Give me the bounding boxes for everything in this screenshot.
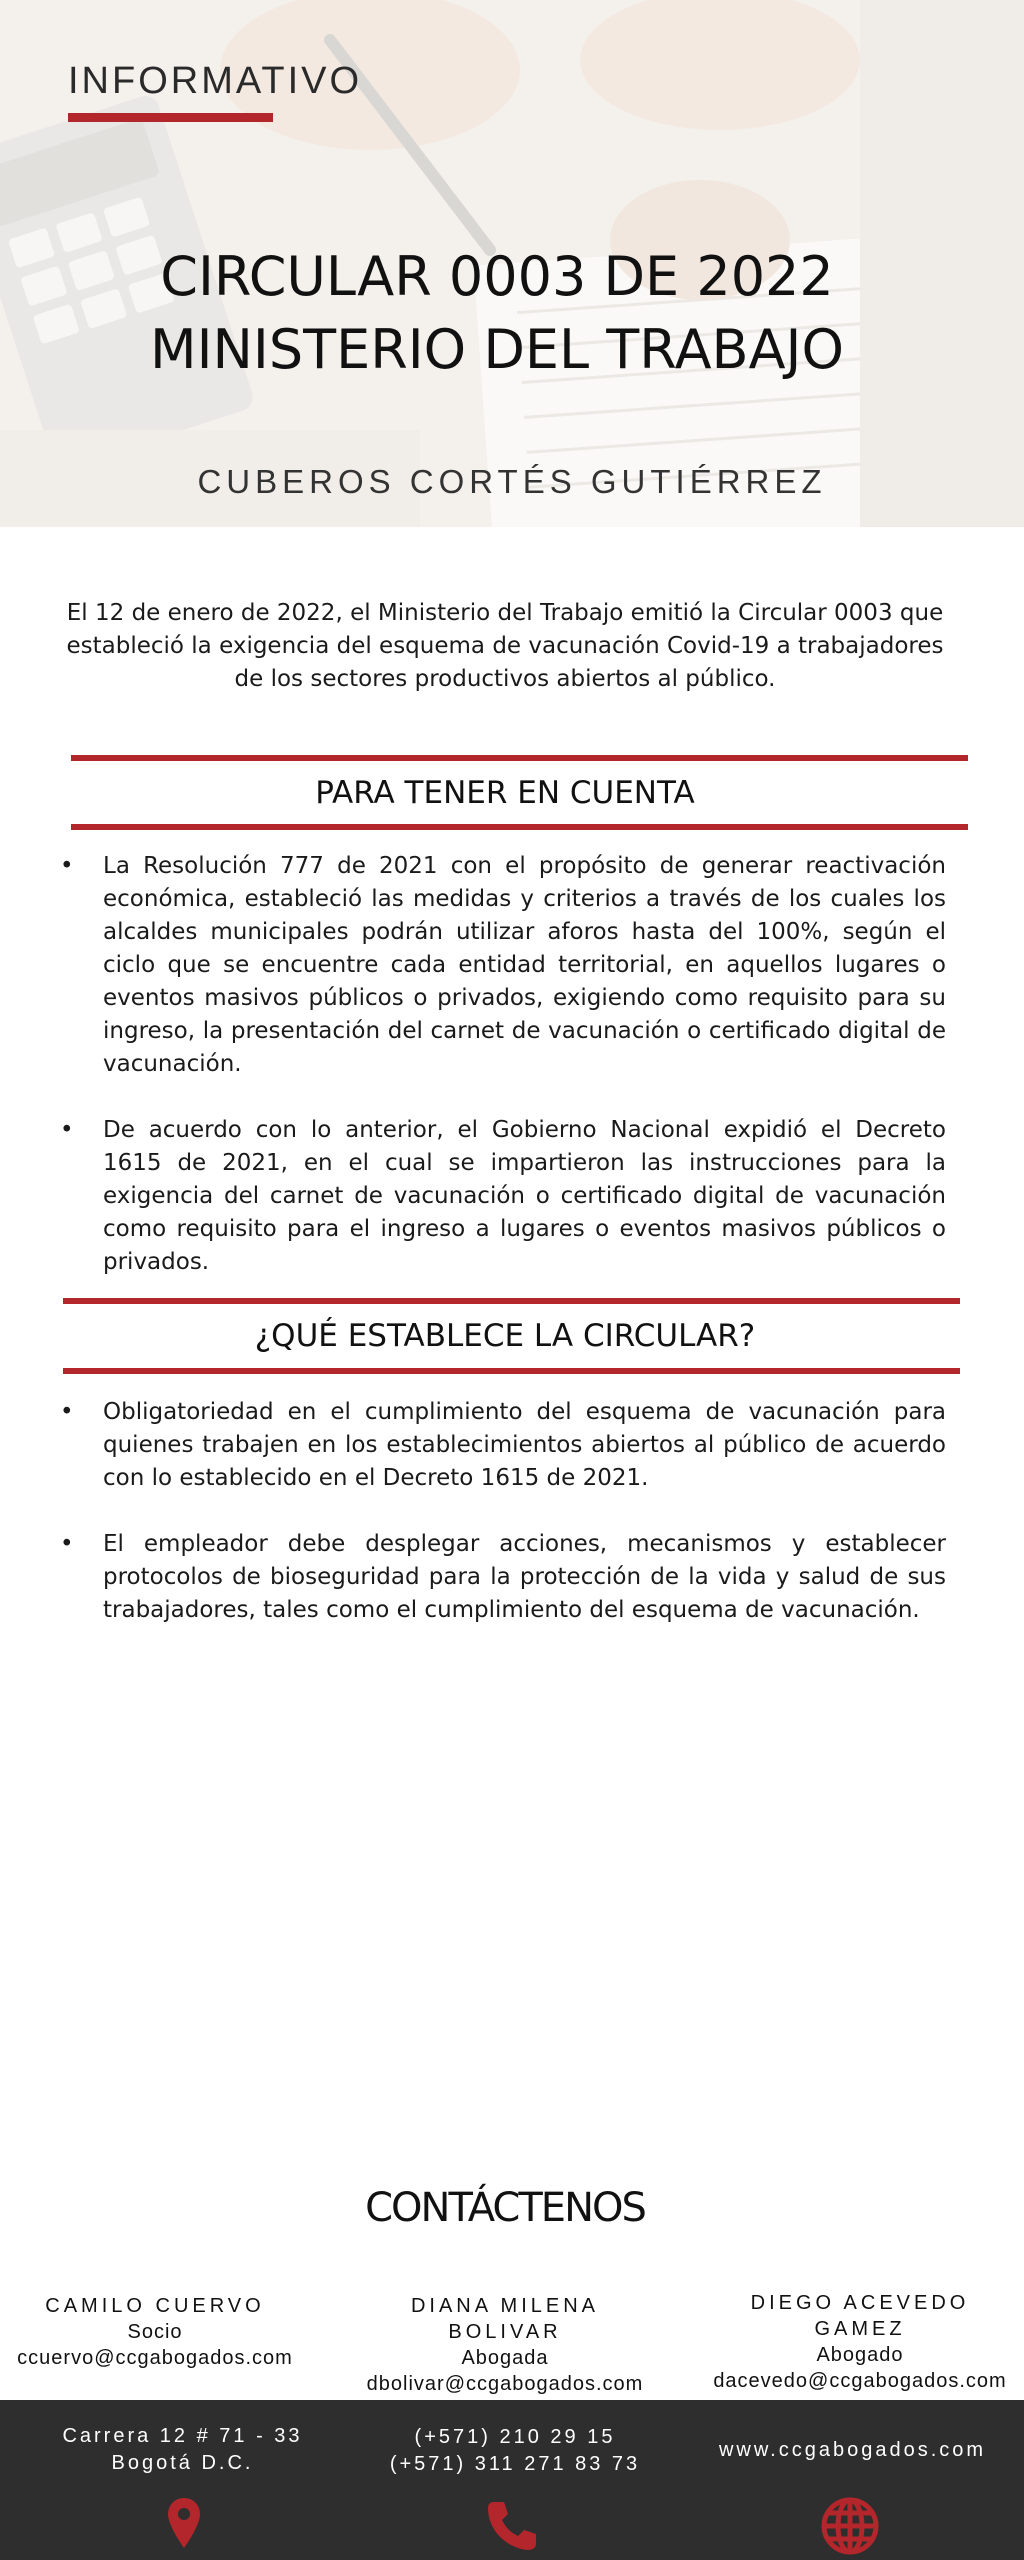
list-item (60, 850, 946, 1081)
footer-website-link[interactable]: www.ccgabogados.com (718, 2439, 987, 2461)
phone-number-2[interactable]: (+571) 311 271 83 73 (389, 2453, 641, 2475)
footer-address (30, 2423, 335, 2477)
section2-bottom-rule (63, 1368, 960, 1374)
section1-bottom-rule (71, 824, 968, 830)
address-line-2: Bogotá D.C. (111, 2452, 254, 2474)
section2-bullet-list (60, 1396, 946, 1660)
list-item (60, 1396, 946, 1495)
kicker-underline (68, 113, 273, 122)
contact-card-camilo-cuervo (0, 2293, 310, 2371)
bullet-glyph: • (60, 1531, 74, 1557)
list-item (60, 1114, 946, 1279)
contact-role: Socio (127, 2321, 183, 2343)
contact-name-line-2: BOLIVAR (448, 2321, 562, 2343)
list-item-text: De acuerdo con lo anterior, el Gobierno Nacional expidió el Decreto 1615 de 2021, en el cual se impartieron las instrucciones para la exigencia del carnet de vacunación o certificado digital de vacunación como requisito para el ingreso a lugares o eventos masivos públicos o privados. (103, 1117, 946, 1275)
list-item-text: Obligatoriedad en el cumplimiento del esquema de vacunación para quienes trabajen en los establecimientos abiertos al público de acuerdo con lo establecido en el Decreto 1615 de 2021. (103, 1399, 946, 1491)
phone-number-1[interactable]: (+571) 210 29 15 (414, 2426, 616, 2448)
contact-card-diego-acevedo (705, 2290, 1015, 2394)
hero-banner (0, 0, 1024, 527)
section2-title: ¿QUÉ ESTABLECE LA CIRCULAR? (254, 1318, 756, 1354)
section2-top-rule (63, 1298, 960, 1304)
contact-heading: CONTÁCTENOS (365, 2185, 645, 2231)
contact-email-link[interactable]: ccuervo@ccgabogados.com (17, 2347, 293, 2369)
contact-email-link[interactable]: dbolivar@ccgabogados.com (366, 2373, 644, 2395)
section1-top-rule (71, 755, 968, 761)
kicker-label: INFORMATIVO (68, 60, 363, 102)
firm-name: CUBEROS CORTÉS GUTIÉRREZ (197, 463, 827, 500)
list-item (60, 1528, 946, 1627)
phone-icon (484, 2498, 538, 2552)
list-item-text: El empleador debe desplegar acciones, mecanismos y establecer protocolos de bioseguridad para la protección de la vida y salud de sus trabajadores, tales como el cumplimiento del esquema de vacunación. (103, 1531, 946, 1623)
section1-title: PARA TENER EN CUENTA (315, 775, 695, 811)
contact-name-line-2: GAMEZ (814, 2318, 906, 2340)
contact-email-link[interactable]: dacevedo@ccgabogados.com (713, 2370, 1007, 2392)
address-line-1: Carrera 12 # 71 - 33 (62, 2425, 303, 2447)
contact-name: DIEGO ACEVEDO (750, 2292, 970, 2314)
intro-paragraph: El 12 de enero de 2022, el Ministerio del Trabajo emitió la Circular 0003 que estableció la exigencia del esquema de vacunación Covid-19 a trabajadores de los sectores productivos abiertos al público. (66, 600, 944, 692)
bullet-glyph: • (60, 1117, 74, 1143)
globe-icon (820, 2496, 880, 2556)
contact-role: Abogada (461, 2347, 549, 2369)
title-line-1: CIRCULAR 0003 DE 2022 (160, 245, 834, 308)
contact-name: DIANA MILENA (410, 2295, 600, 2317)
footer-phones (360, 2424, 670, 2478)
document-title (0, 240, 994, 386)
bullet-glyph: • (60, 1399, 74, 1425)
footer-bar (0, 2400, 1024, 2560)
contact-card-diana-bolivar (350, 2293, 660, 2397)
contact-role: Abogado (816, 2344, 904, 2366)
list-item-text: La Resolución 777 de 2021 con el propósito de generar reactivación económica, estableció las medidas y criterios a través de los cuales los alcaldes municipales podrán utilizar aforos hasta del 100%, según el ciclo que se encuentre cada entidad territorial, en aquellos lugares o eventos masivos públicos o privados, exigiendo como requisito para su ingreso, la presentación del carnet de vacunación o certificado digital de vacunación. (103, 853, 946, 1077)
bullet-glyph: • (60, 853, 74, 879)
contact-name: CAMILO CUERVO (45, 2295, 265, 2317)
section1-bullet-list (60, 850, 946, 1312)
title-line-2: MINISTERIO DEL TRABAJO (150, 318, 844, 381)
location-pin-icon (166, 2496, 202, 2550)
